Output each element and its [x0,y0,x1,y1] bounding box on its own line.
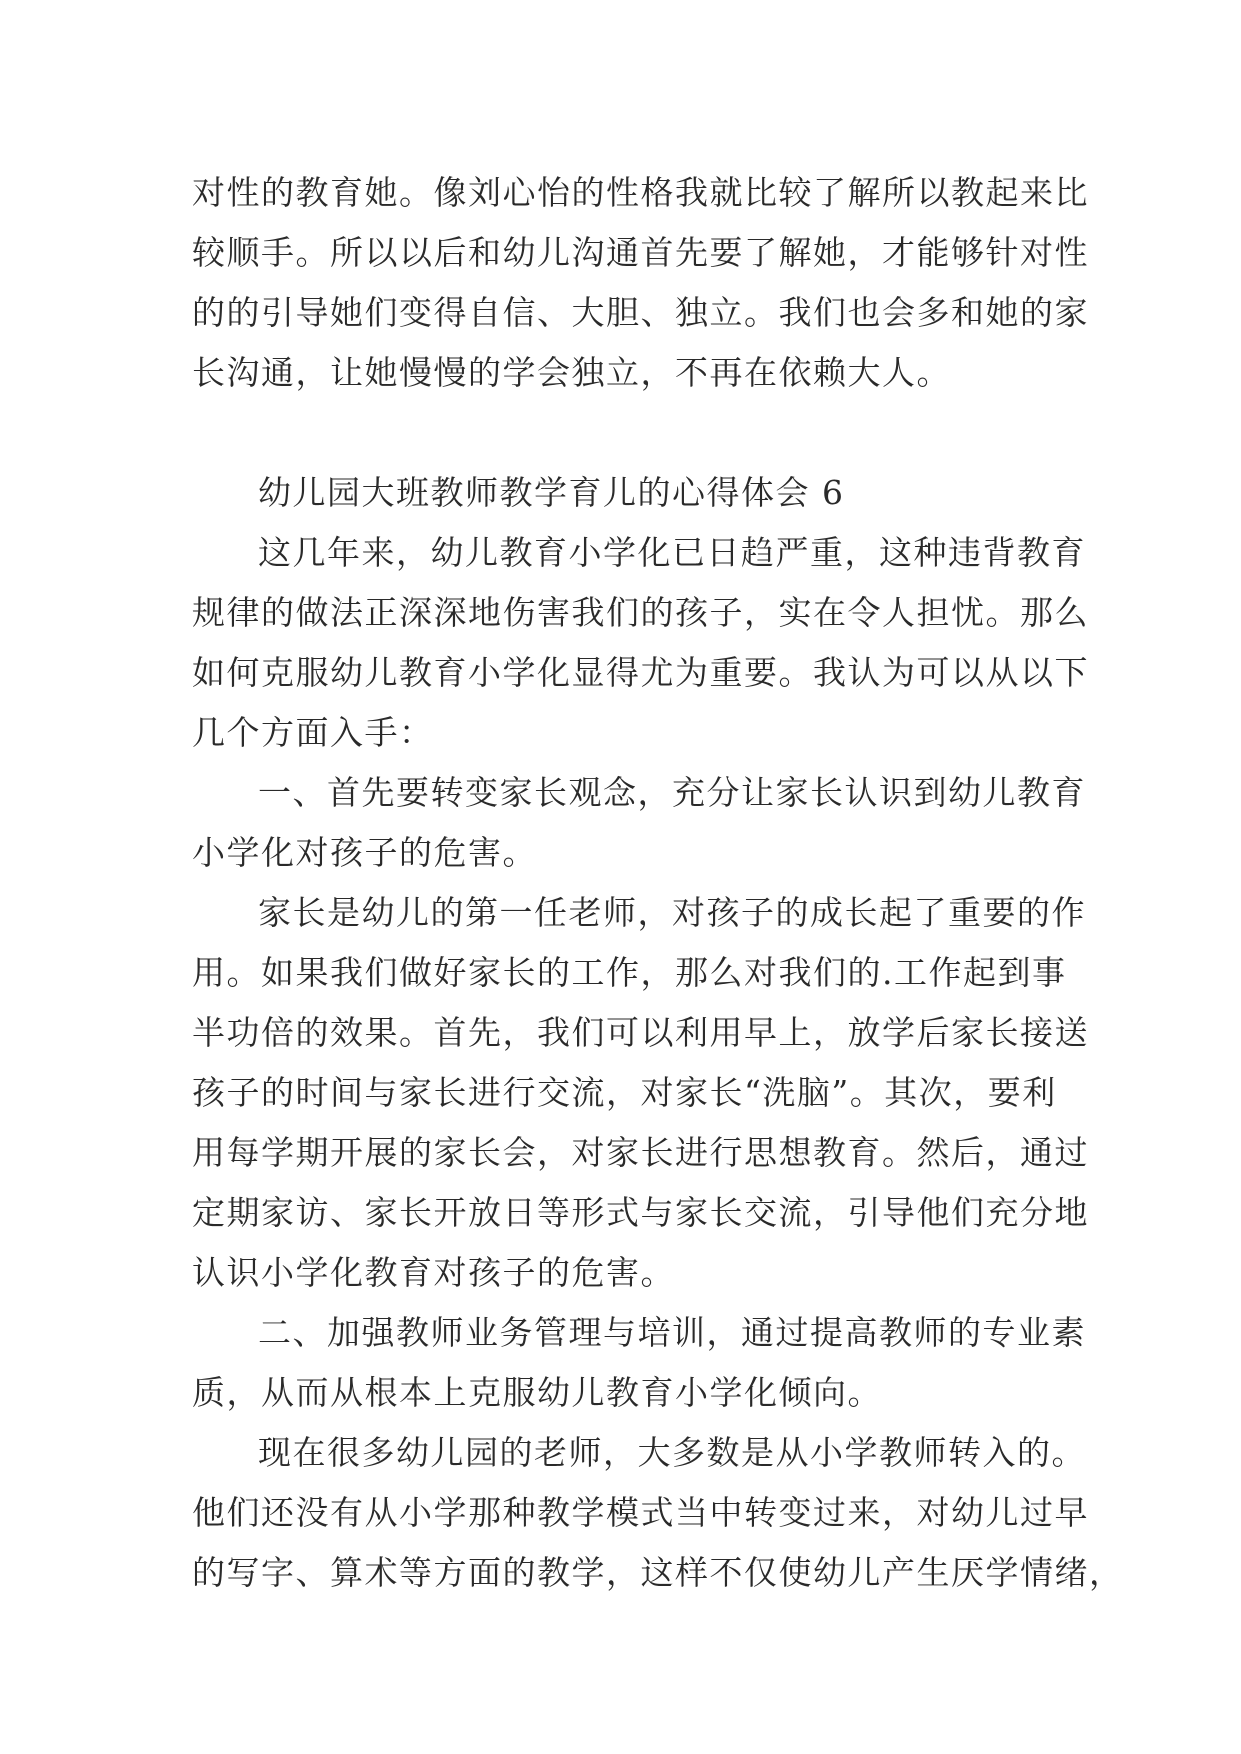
paragraph [192,883,1089,1303]
text-line: 用每学期开展的家长会，对家长进行思想教育。然后，通过 [192,1133,1089,1172]
text-line: 孩子的时间与家长进行交流，对家长“洗脑”。其次，要利 [192,1073,1057,1112]
text-line: 现在很多幼儿园的老师，大多数是从小学教师转入的。 [258,1433,1086,1472]
text-line: 如何克服幼儿教育小学化显得尤为重要。我认为可以从以下 [192,653,1089,692]
text-line: 小学化对孩子的危害。 [192,833,537,872]
paragraph-gap [192,403,1052,463]
paragraph [192,1303,1086,1423]
paragraph [192,1423,1124,1603]
text-line: 他们还没有从小学那种教学模式当中转变过来，对幼儿过早 [192,1493,1089,1532]
text-line: 较顺手。所以以后和幼儿沟通首先要了解她，才能够针对性 [192,233,1089,272]
text-line: 定期家访、家长开放日等形式与家长交流，引导他们充分地 [192,1193,1089,1232]
text-line: 这几年来，幼儿教育小学化已日趋严重，这种违背教育 [258,533,1086,572]
text-line: 家长是幼儿的第一任老师，对孩子的成长起了重要的作 [258,893,1086,932]
paragraph [192,763,1086,883]
text-line: 质，从而从根本上克服幼儿教育小学化倾向。 [192,1373,882,1412]
text-line: 的的引导她们变得自信、大胆、独立。我们也会多和她的家 [192,293,1089,332]
text-line: 一、首先要转变家长观念，充分让家长认识到幼儿教育 [258,773,1086,812]
document-body [192,163,1124,1603]
text-line: 几个方面入手： [192,713,434,752]
text-line: 规律的做法正深深地伤害我们的孩子，实在令人担忧。那么 [192,593,1089,632]
text-line: 长沟通，让她慢慢的学会独立，不再在依赖大人。 [192,353,951,392]
section-title: 幼儿园大班教师教学育儿的心得体会 6 [258,473,845,512]
text-line: 半功倍的效果。首先，我们可以利用早上，放学后家长接送 [192,1013,1089,1052]
text-line: 用。如果我们做好家长的工作，那么对我们的.工作起到事 [192,953,1067,992]
text-line: 认识小学化教育对孩子的危害。 [192,1253,675,1292]
text-line: 的写字、算术等方面的教学，这样不仅使幼儿产生厌学情绪， [192,1553,1124,1592]
paragraph [192,163,1089,403]
text-line: 对性的教育她。像刘心怡的性格我就比较了解所以教起来比 [192,173,1089,212]
paragraph [192,523,1089,763]
text-line: 二、加强教师业务管理与培训，通过提高教师的专业素 [258,1313,1086,1352]
